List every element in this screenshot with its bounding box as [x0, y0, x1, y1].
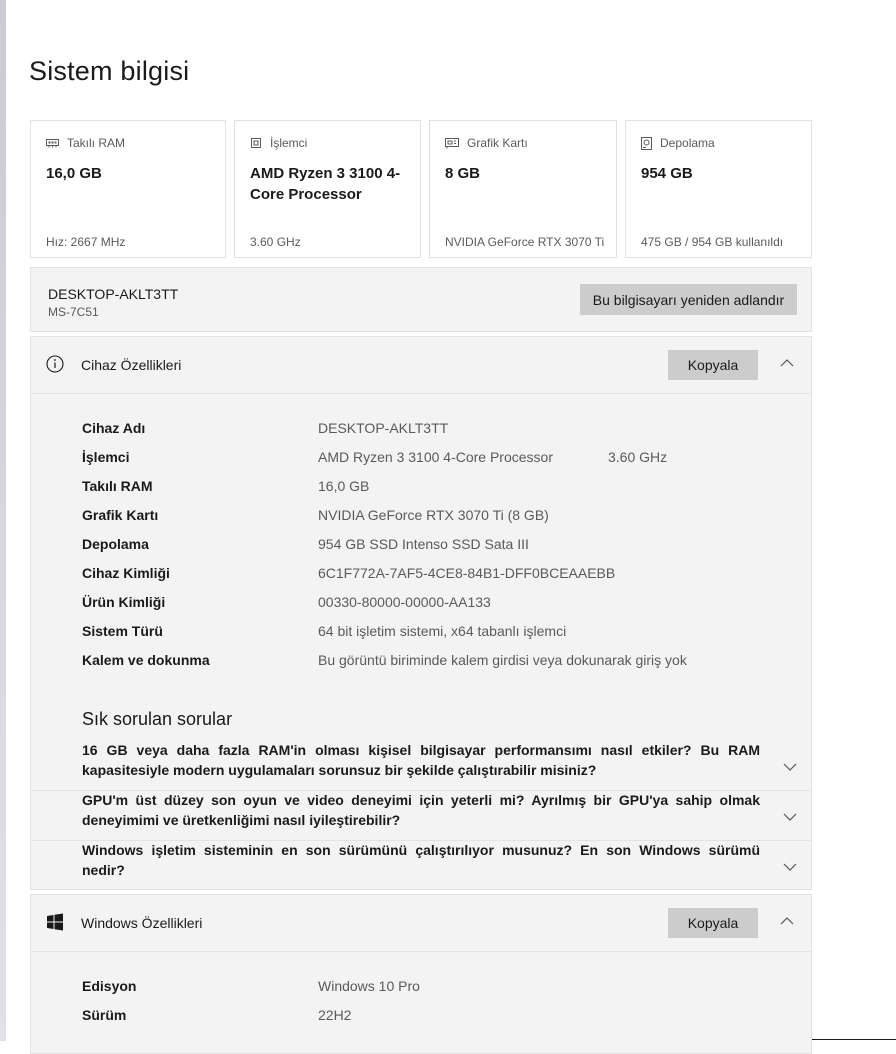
card-ram [30, 120, 226, 258]
windows-specs-header[interactable] [31, 895, 811, 952]
card-value: 8 GB [445, 165, 481, 182]
info-icon [46, 355, 64, 378]
chevron-down-icon[interactable] [782, 810, 798, 829]
card-label: Takılı RAM [67, 136, 126, 150]
spec-value: NVIDIA GeForce RTX 3070 Ti (8 GB) [318, 507, 549, 523]
cpu-icon [250, 137, 262, 149]
device-specs-section [30, 336, 812, 692]
card-sub: 475 GB / 954 GB kullanıldı [641, 235, 784, 249]
spec-key: Sürüm [82, 1007, 127, 1023]
spec-key: Depolama [82, 536, 149, 552]
spec-value: 22H2 [318, 1007, 352, 1023]
spec-value: 00330-80000-00000-AA133 [318, 594, 491, 610]
device-specs-title: Cihaz Özellikleri [81, 357, 182, 373]
chevron-up-icon[interactable] [779, 913, 795, 934]
card-storage [625, 120, 812, 258]
faq-title: Sık sorulan sorular [82, 709, 233, 729]
faq-section [30, 691, 812, 890]
gpu-icon [445, 138, 459, 149]
storage-icon [641, 137, 652, 150]
spec-value: DESKTOP-AKLT3TT [318, 420, 449, 436]
card-cpu [234, 120, 421, 258]
faq-item[interactable] [31, 790, 811, 841]
copy-device-specs-button[interactable]: Kopyala [668, 350, 758, 380]
ram-icon [46, 138, 59, 148]
rename-pc-button[interactable]: Bu bilgisayarı yeniden adlandır [580, 284, 797, 315]
spec-value-secondary: 3.60 GHz [608, 449, 668, 465]
card-label: Depolama [660, 136, 715, 150]
window-left-edge [0, 0, 6, 1041]
card-value: AMD Ryzen 3 3100 4-Core Processor [250, 165, 401, 203]
card-sub: Hız: 2667 MHz [46, 235, 126, 249]
spec-value: 954 GB SSD Intenso SSD Sata III [318, 536, 529, 552]
chevron-up-icon[interactable] [779, 355, 795, 376]
window-edge-line [812, 1039, 896, 1040]
spec-key: Edisyon [82, 978, 137, 994]
device-name: DESKTOP-AKLT3TT [48, 286, 179, 302]
windows-specs-title: Windows Özellikleri [81, 915, 203, 931]
chevron-down-icon[interactable] [782, 760, 798, 779]
chevron-down-icon[interactable] [782, 860, 798, 879]
spec-value: Bu görüntü biriminde kalem girdisi veya dokunarak giriş yok [318, 652, 687, 668]
spec-value: 6C1F772A-7AF5-4CE8-84B1-DFF0BCEAAEBB [318, 565, 616, 581]
spec-key: Grafik Kartı [82, 507, 159, 523]
device-specs-header[interactable] [31, 337, 811, 394]
faq-item[interactable] [31, 840, 811, 890]
faq-question: GPU'm üst düzey son oyun ve video deneyimi için yeterli mi? Ayrılmış bir GPU'ya sahip olmak deneyimimi ve üretkenliğimi nasıl iyileştirebilir? [82, 792, 760, 828]
device-model: MS-7C51 [48, 305, 99, 319]
card-sub: 3.60 GHz [250, 235, 301, 249]
card-label: İşlemci [270, 136, 308, 150]
spec-value: AMD Ryzen 3 3100 4-Core Processor [318, 449, 553, 465]
spec-value: Windows 10 Pro [318, 978, 420, 994]
faq-item[interactable] [31, 740, 811, 791]
spec-value: 16,0 GB [318, 478, 370, 494]
faq-question: Windows işletim sisteminin en son sürümünü çalıştırılıyor musunuz? En son Windows sürümü nedir? [82, 842, 760, 878]
spec-key: Cihaz Kimliği [82, 565, 170, 581]
windows-logo-icon [46, 913, 64, 936]
spec-key: Kalem ve dokunma [82, 652, 210, 668]
card-value: 954 GB [641, 165, 693, 182]
spec-value: 64 bit işletim sistemi, x64 tabanlı işlemci [318, 623, 567, 639]
device-name-bar [30, 267, 812, 332]
card-gpu [429, 120, 617, 258]
card-value: 16,0 GB [46, 165, 102, 182]
faq-question: 16 GB veya daha fazla RAM'in olması kişisel bilgisayar performansımı nasıl etkiler? Bu RAM kapasitesiyle modern uygulamaları sorunsuz bir şekilde çalıştırabilir misiniz? [82, 742, 760, 778]
spec-key: Ürün Kimliği [82, 594, 166, 610]
spec-key: Sistem Türü [82, 623, 163, 639]
windows-specs-section [30, 894, 812, 1054]
page-title: Sistem bilgisi [29, 56, 190, 86]
spec-key: Takılı RAM [82, 478, 153, 494]
card-sub: NVIDIA GeForce RTX 3070 Ti [445, 235, 605, 249]
card-label: Grafik Kartı [467, 136, 528, 150]
spec-key: Cihaz Adı [82, 420, 146, 436]
copy-windows-specs-button[interactable]: Kopyala [668, 908, 758, 938]
spec-key: İşlemci [82, 449, 130, 465]
